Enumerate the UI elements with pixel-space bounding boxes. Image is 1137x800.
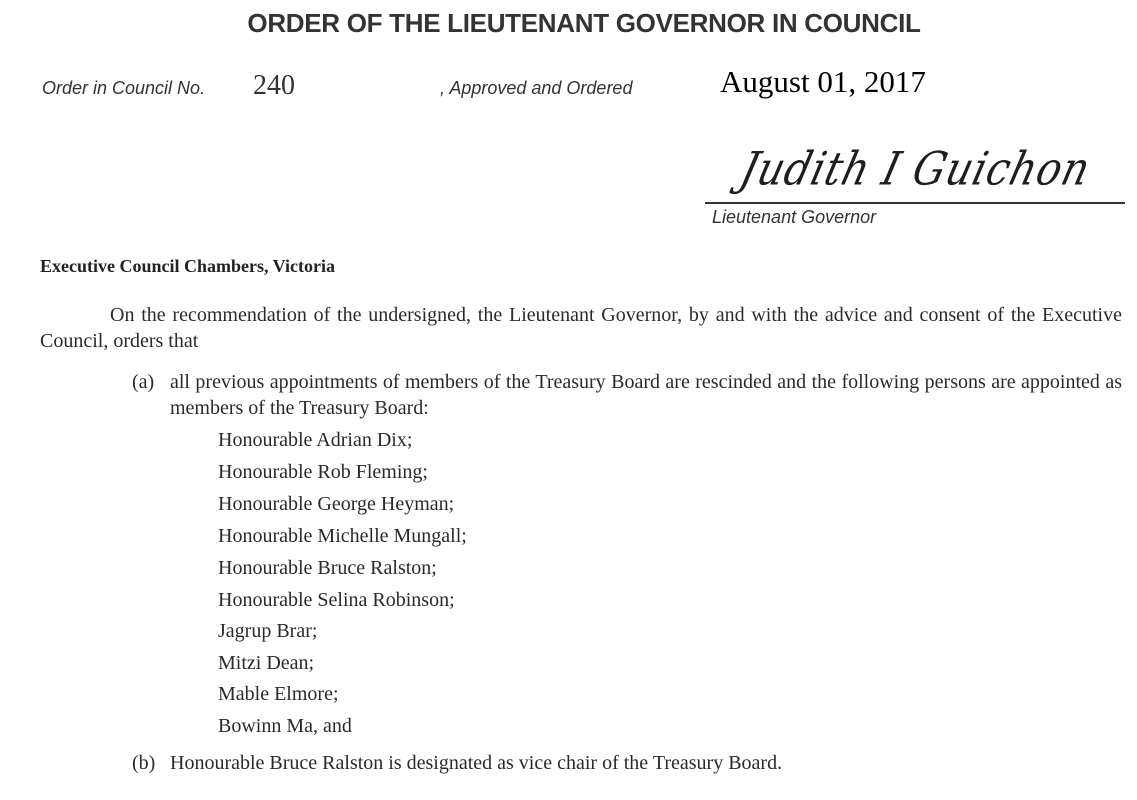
intro-paragraph: On the recommendation of the undersigned, the Lieutenant Governor, by and with the advice and consent of the Executive Council, orders that: [40, 304, 1122, 352]
signature: Judith I Guichon: [735, 143, 1096, 196]
approved-label: , Approved and Ordered: [440, 78, 633, 98]
member-name: Jagrup Brar;: [218, 620, 318, 642]
member-name: Mable Elmore;: [218, 683, 339, 705]
order-number: 240: [253, 70, 295, 101]
order-number-label: Order in Council No.: [42, 78, 206, 98]
item-a-text: all previous appointments of members of the Treasury Board are rescinded and the following persons are appointed as members of the Treasury Board:: [170, 371, 1122, 419]
item-a-marker: (a): [132, 371, 155, 393]
item-b-text: Honourable Bruce Ralston is designated as vice chair of the Treasury Board.: [170, 752, 783, 774]
member-name: Honourable Michelle Mungall;: [218, 525, 467, 547]
signature-line: [705, 202, 1125, 204]
location-heading: Executive Council Chambers, Victoria: [40, 256, 335, 276]
member-name: Honourable Adrian Dix;: [218, 429, 413, 451]
member-name: Honourable Bruce Ralston;: [218, 557, 437, 579]
order-date: August 01, 2017: [720, 64, 926, 99]
member-name: Honourable Rob Fleming;: [218, 461, 428, 483]
document-title: ORDER OF THE LIEUTENANT GOVERNOR IN COUNCIL: [247, 8, 921, 38]
item-b-marker: (b): [132, 752, 156, 774]
member-name: Mitzi Dean;: [218, 652, 315, 674]
member-name: Honourable Selina Robinson;: [218, 589, 455, 611]
member-name: Honourable George Heyman;: [218, 493, 455, 515]
member-name: Bowinn Ma, and: [218, 715, 352, 737]
signer-title: Lieutenant Governor: [712, 207, 877, 227]
